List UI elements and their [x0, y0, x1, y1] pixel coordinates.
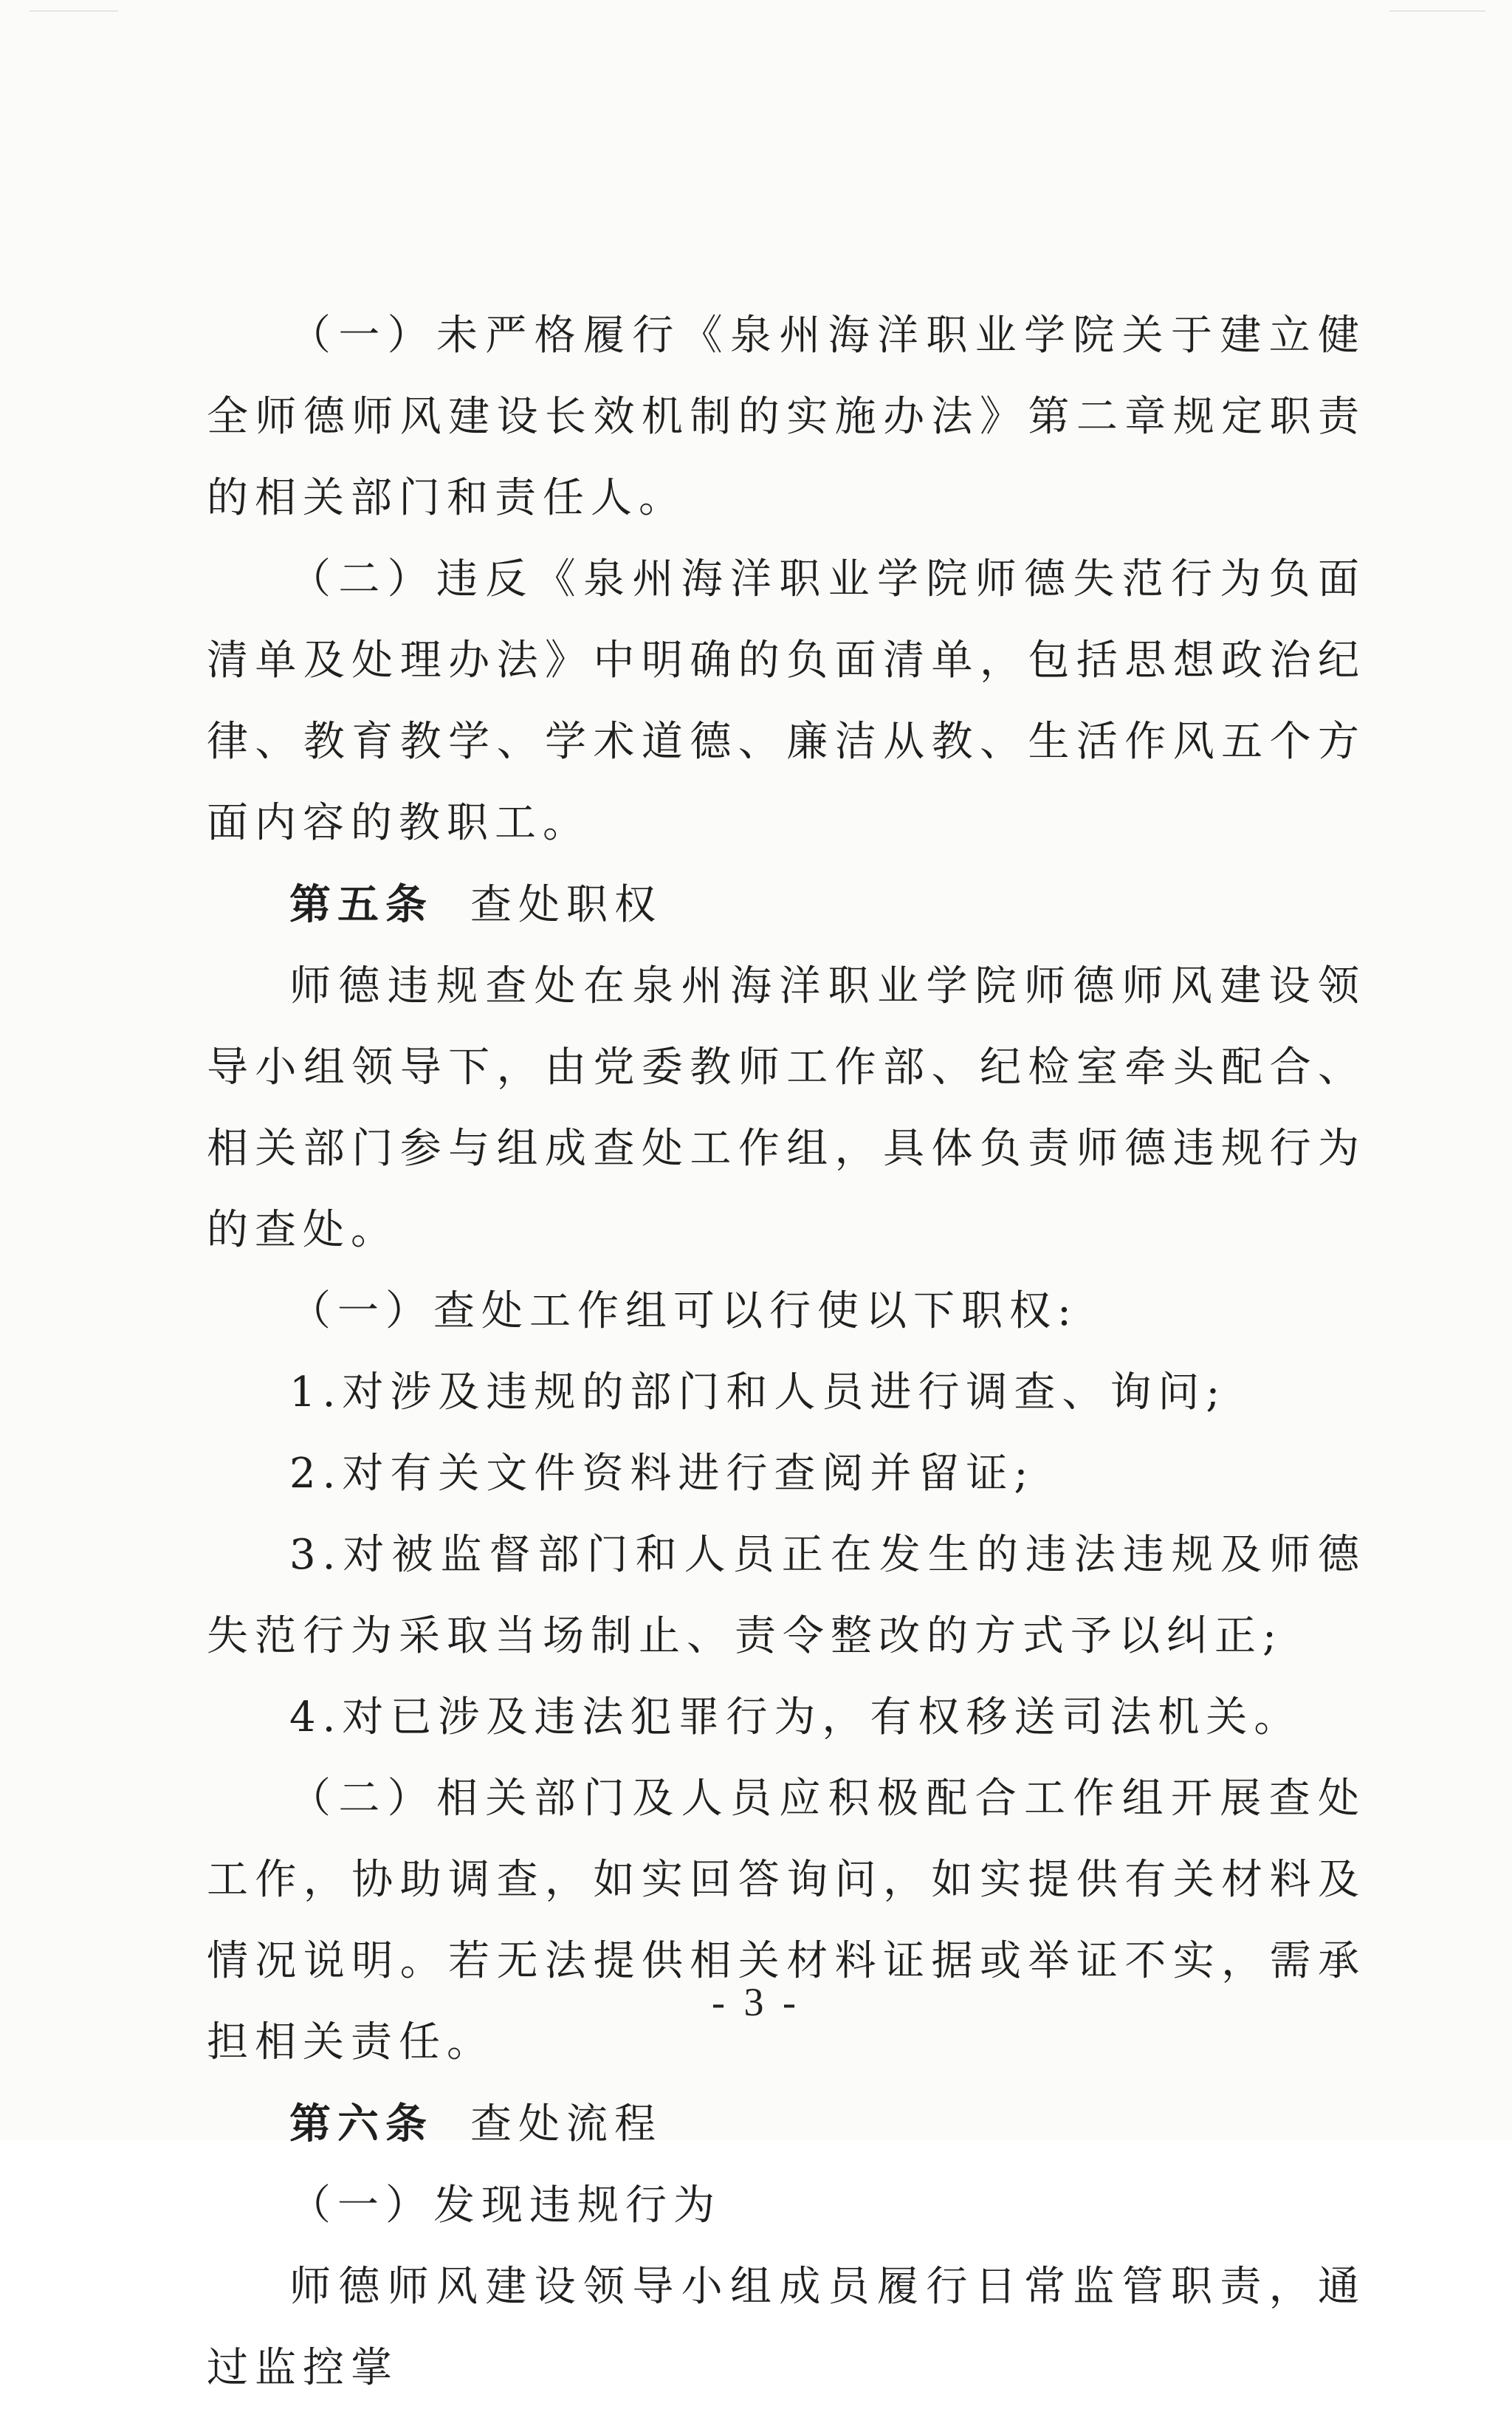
- article-heading: [207, 864, 1366, 946]
- list-item: 1.对涉及违规的部门和人员进行调查、询问;: [289, 1368, 1227, 1416]
- scan-edge-mark: [30, 10, 118, 12]
- list-item: 2.对有关文件资料进行查阅并留证;: [289, 1450, 1035, 1498]
- scan-edge-mark: [1389, 10, 1485, 12]
- paragraph: （一）未严格履行《泉州海洋职业学院关于建立健全师德师风建设长效机制的实施办法》第二章规定职责的相关部门和责任人。: [207, 312, 1366, 522]
- paragraph: 师德师风建设领导小组成员履行日常监管职责，通过监控掌: [207, 2263, 1366, 2392]
- list-item: 3.对被监督部门和人员正在发生的违法违规及师德失范行为采取当场制止、责令整改的方式予以纠正;: [207, 1531, 1366, 1660]
- page-number: - 3 -: [712, 1980, 800, 2024]
- document-body: [207, 295, 1366, 2409]
- article-number: 第六条: [289, 2100, 433, 2148]
- paragraph: 师德违规查处在泉州海洋职业学院师德师风建设领导小组领导下，由党委教师工作部、纪检室牵头配合、相关部门参与组成查处工作组，具体负责师德违规行为的查处。: [207, 962, 1366, 1254]
- list-item: 4.对已涉及违法犯罪行为，有权移送司法机关。: [289, 1693, 1302, 1741]
- article-number: 第五条: [289, 880, 433, 929]
- article-heading: [207, 2083, 1366, 2165]
- paragraph: （二）相关部门及人员应积极配合工作组开展查处工作，协助调查，如实回答询问，如实提供有关材料及情况说明。若无法提供相关材料证据或举证不实，需承担相关责任。: [207, 1775, 1366, 2066]
- article-title: 查处职权: [470, 881, 662, 929]
- paragraph: （一）查处工作组可以行使以下职权:: [289, 1287, 1078, 1335]
- article-title: 查处流程: [470, 2100, 662, 2148]
- paragraph: （一）发现违规行为: [289, 2182, 721, 2230]
- paragraph: （二）违反《泉州海洋职业学院师德失范行为负面清单及处理办法》中明确的负面清单，包括思想政治纪律、教育教学、学术道德、廉洁从教、生活作风五个方面内容的教职工。: [207, 555, 1366, 847]
